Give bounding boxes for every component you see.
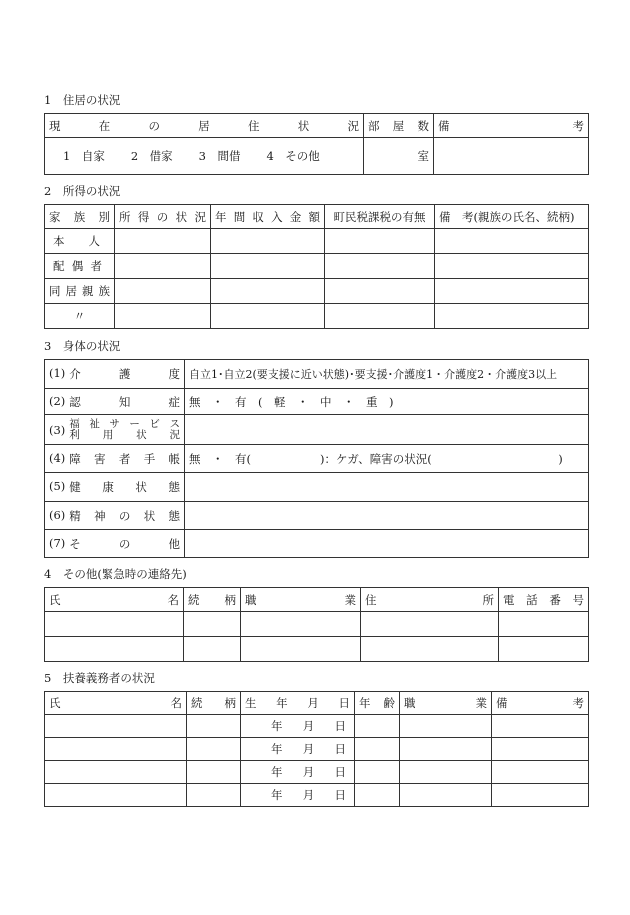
label-char: 帳	[168, 451, 180, 466]
header-tax: 町民税課税の有無	[325, 205, 435, 229]
input-cell[interactable]	[241, 612, 361, 637]
input-cell[interactable]	[187, 715, 241, 738]
header-family	[45, 205, 115, 229]
date-char: 日	[334, 719, 346, 733]
section1-heading: 1 住居の状況	[44, 93, 121, 107]
label-char: 症	[168, 394, 180, 409]
birthdate-cell[interactable]	[241, 761, 355, 784]
input-cell[interactable]	[499, 637, 589, 662]
input-cell[interactable]	[492, 738, 589, 761]
dependents-table	[44, 691, 589, 807]
spread-occupation	[245, 592, 356, 608]
label-wrap	[49, 536, 180, 552]
disability-handbook-options[interactable]: 無 ・ 有( )：ケガ、障害の状況( )	[185, 445, 589, 473]
input-cell[interactable]	[211, 229, 325, 254]
input-cell[interactable]	[45, 612, 184, 637]
input-cell[interactable]	[492, 715, 589, 738]
row-num: (7)	[49, 535, 66, 550]
input-cell[interactable]	[435, 304, 589, 329]
header-char: 金	[289, 209, 302, 224]
input-cell[interactable]	[241, 637, 361, 662]
spread-self	[49, 233, 110, 249]
input-cell[interactable]	[115, 229, 211, 254]
header-income-status	[115, 205, 211, 229]
header-char: 在	[98, 118, 111, 133]
label-char: 状	[135, 480, 147, 494]
header-char: 月	[307, 696, 319, 710]
input-cell[interactable]	[325, 254, 435, 279]
header-current-residence	[45, 114, 364, 138]
label-char: の	[118, 508, 131, 523]
health-condition-field[interactable]	[185, 473, 589, 502]
input-cell[interactable]	[400, 738, 492, 761]
header-char: 族	[73, 209, 86, 224]
input-cell[interactable]	[400, 715, 492, 738]
spread-spouse	[49, 258, 110, 274]
header-char: 続	[191, 696, 203, 710]
birthdate-cell[interactable]	[241, 715, 355, 738]
header-char: 部	[368, 118, 380, 133]
spread-occupation	[404, 695, 487, 711]
header-char: 番	[549, 592, 561, 607]
header-annual-income	[211, 205, 325, 229]
spread-name	[49, 695, 182, 711]
date-placeholder	[245, 741, 350, 757]
header-char: 況	[347, 118, 359, 133]
care-level-options[interactable]: 自立1･自立2(要支援に近い状態)･要支援･介護度1・介護度2・介護度3以上	[185, 360, 589, 389]
header-char: 業	[475, 696, 487, 710]
header-char: 話	[526, 592, 538, 607]
row-num: (3)	[49, 422, 66, 437]
spread-relation	[188, 592, 236, 608]
input-cell[interactable]	[115, 304, 211, 329]
header-remarks-relatives: 備 考(親族の氏名、続柄)	[435, 205, 589, 229]
spread-remarks	[438, 118, 584, 134]
remarks-cell[interactable]	[434, 138, 589, 175]
input-cell[interactable]	[211, 304, 325, 329]
spread-label-line1	[69, 419, 180, 430]
input-cell[interactable]	[400, 761, 492, 784]
label-char: 福	[69, 417, 80, 430]
input-cell[interactable]	[115, 279, 211, 304]
header-char: 数	[417, 118, 429, 133]
header-char: 柄	[224, 696, 236, 710]
option-rented-house[interactable]: 2 借家	[130, 149, 173, 163]
label-char: 態	[168, 480, 180, 494]
label-wrap	[49, 451, 180, 467]
row-label-self	[45, 229, 115, 254]
input-cell[interactable]	[435, 229, 589, 254]
label-wrap	[49, 479, 180, 495]
label-char: 健	[69, 480, 81, 494]
date-char: 日	[334, 742, 346, 756]
spread-label	[69, 536, 180, 552]
spread-cohabiting	[49, 283, 110, 299]
label-welfare-services	[45, 415, 185, 445]
label-char: 害	[94, 451, 106, 466]
section4-heading: 4 その他(緊急時の連絡先)	[44, 567, 187, 581]
label-char: 障	[69, 451, 81, 466]
row-char: 本	[53, 234, 65, 248]
row-char: 親	[82, 284, 94, 298]
input-cell[interactable]	[115, 254, 211, 279]
label-char: 康	[102, 480, 114, 494]
other-field[interactable]	[185, 530, 589, 558]
label-char: 用	[102, 428, 114, 441]
rooms-unit: 室	[417, 149, 429, 163]
label-char: 度	[168, 367, 180, 381]
row-num: (2)	[49, 393, 66, 408]
date-char: 年	[271, 742, 283, 756]
header-char: 齢	[383, 696, 395, 710]
section3-heading: 3 身体の状況	[44, 339, 121, 353]
row-num: (4)	[49, 450, 66, 465]
section2-heading: 2 所得の状況	[44, 184, 121, 198]
input-cell[interactable]	[184, 637, 241, 662]
label-char: の	[118, 536, 131, 551]
label-char: そ	[69, 536, 81, 551]
input-cell[interactable]	[355, 761, 400, 784]
label-wrap	[49, 419, 180, 441]
welfare-services-field[interactable]	[185, 415, 589, 445]
header-char: 職	[245, 592, 257, 607]
label-wrap	[49, 366, 180, 382]
rooms-cell[interactable]	[364, 138, 434, 175]
input-cell[interactable]	[187, 761, 241, 784]
input-cell[interactable]	[45, 715, 187, 738]
header-char: 職	[404, 696, 416, 710]
input-cell[interactable]	[325, 229, 435, 254]
header-char: 氏	[49, 592, 61, 607]
input-cell[interactable]	[499, 612, 589, 637]
option-other[interactable]: 4 その他	[266, 149, 320, 163]
date-char: 月	[302, 765, 315, 779]
header-address	[361, 588, 499, 612]
label-char: 者	[118, 451, 131, 466]
birthdate-cell[interactable]	[241, 738, 355, 761]
residence-options	[49, 148, 359, 164]
emergency-contact-table	[44, 587, 589, 662]
spread-label	[69, 366, 180, 382]
spread-label	[69, 451, 180, 467]
spread-label	[69, 479, 180, 495]
header-birthdate	[241, 692, 355, 715]
label-health-condition	[45, 473, 185, 502]
header-char: 生	[245, 696, 257, 710]
date-char: 年	[271, 765, 283, 779]
header-char: 続	[188, 592, 200, 607]
label-char: ビ	[149, 417, 160, 430]
header-char: 氏	[49, 696, 61, 710]
physical-table	[44, 359, 589, 558]
date-char: 月	[302, 742, 315, 756]
input-cell[interactable]	[361, 612, 499, 637]
label-wrap	[49, 508, 180, 524]
header-relation	[184, 588, 241, 612]
date-char: 日	[334, 788, 346, 802]
spread-family	[49, 209, 110, 225]
label-char: 他	[168, 536, 180, 551]
header-char: 現	[49, 118, 61, 133]
date-placeholder	[245, 764, 350, 780]
spread-phone	[503, 592, 584, 608]
header-relation	[187, 692, 241, 715]
label-char: 手	[143, 451, 156, 466]
row-char: 者	[90, 259, 102, 273]
header-char: 号	[572, 592, 584, 607]
input-cell[interactable]	[492, 761, 589, 784]
header-remarks	[434, 114, 589, 138]
birthdate-cell[interactable]	[241, 784, 355, 807]
mental-condition-field[interactable]	[185, 502, 589, 530]
label-char: 祉	[89, 417, 100, 430]
header-char: 住	[365, 592, 377, 607]
residence-options-cell[interactable]	[45, 138, 364, 175]
label-char: 利	[69, 428, 80, 441]
label-char: 況	[169, 428, 180, 441]
option-own-house[interactable]: 1 自家	[63, 149, 105, 163]
label-dementia	[45, 389, 185, 415]
input-cell[interactable]	[325, 304, 435, 329]
input-cell[interactable]	[325, 279, 435, 304]
header-occupation	[400, 692, 492, 715]
input-cell[interactable]	[187, 738, 241, 761]
header-char: 得	[137, 209, 150, 224]
label-char: 護	[118, 367, 131, 381]
label-other	[45, 530, 185, 558]
header-occupation	[241, 588, 361, 612]
header-char: 額	[308, 209, 320, 224]
input-cell[interactable]	[400, 784, 492, 807]
header-char: 状	[297, 118, 310, 133]
header-char: 備	[438, 118, 450, 133]
two-line-label	[69, 419, 180, 441]
header-char: 備	[496, 696, 508, 710]
header-rooms	[364, 114, 434, 138]
input-cell[interactable]	[492, 784, 589, 807]
row-label-spouse	[45, 254, 115, 279]
row-char: 人	[88, 234, 100, 248]
row-num: (6)	[49, 507, 66, 522]
input-cell[interactable]	[355, 715, 400, 738]
header-char: 業	[344, 592, 356, 607]
label-char: 認	[69, 394, 81, 409]
spread-label	[69, 508, 180, 524]
input-cell[interactable]	[435, 254, 589, 279]
income-table	[44, 204, 589, 329]
header-char: 屋	[392, 118, 405, 133]
label-care-level	[45, 360, 185, 389]
input-cell[interactable]	[45, 761, 187, 784]
row-char: 同	[49, 284, 61, 298]
header-char: 所	[119, 209, 131, 224]
label-char: ー	[129, 417, 140, 430]
header-name	[45, 588, 184, 612]
header-char: 考	[572, 696, 584, 710]
header-char: 別	[98, 209, 110, 224]
row-char: 族	[98, 284, 110, 298]
input-cell[interactable]	[355, 784, 400, 807]
date-char: 年	[271, 788, 283, 802]
header-name	[45, 692, 187, 715]
row-label-ditto	[45, 304, 115, 329]
input-cell[interactable]	[45, 784, 187, 807]
header-char: の	[148, 118, 160, 133]
input-cell[interactable]	[211, 254, 325, 279]
header-char: 考	[572, 118, 584, 133]
label-wrap	[49, 394, 180, 410]
spread-annual-income	[215, 209, 320, 225]
option-rented-room[interactable]: 3 間借	[198, 149, 241, 163]
spread-income-status	[119, 209, 206, 225]
label-char: 介	[69, 367, 81, 381]
header-age	[355, 692, 400, 715]
header-char: 日	[338, 696, 350, 710]
input-cell[interactable]	[355, 738, 400, 761]
input-cell[interactable]	[184, 612, 241, 637]
header-char: 柄	[224, 592, 236, 607]
header-char: 年	[215, 209, 227, 224]
input-cell[interactable]	[187, 784, 241, 807]
label-char: 状	[136, 428, 147, 441]
header-char: 住	[248, 118, 260, 133]
label-char: 精	[69, 508, 81, 523]
header-char: 名	[167, 592, 179, 607]
row-char: 居	[65, 284, 77, 298]
row-char: 偶	[71, 259, 84, 273]
residence-table	[44, 113, 589, 175]
spread-birthdate	[245, 695, 350, 711]
spread-relation	[191, 695, 236, 711]
spread-name	[49, 592, 179, 608]
label-char: 知	[118, 394, 131, 409]
label-char: ス	[169, 417, 180, 430]
row-num: (5)	[49, 479, 66, 493]
spread-remarks	[496, 695, 584, 711]
row-char: 配	[53, 259, 65, 273]
header-char: 況	[194, 209, 206, 224]
input-cell[interactable]	[435, 279, 589, 304]
dementia-options[interactable]: 無 ・ 有 ( 軽 ・ 中 ・ 重 )	[185, 389, 589, 415]
label-char: 神	[94, 508, 106, 523]
spread-label-line2	[69, 430, 180, 441]
spread-label	[69, 394, 180, 410]
header-char: 名	[170, 696, 182, 710]
header-char: 収	[252, 209, 264, 224]
row-label-cohabiting-relatives	[45, 279, 115, 304]
date-char: 日	[334, 765, 346, 779]
header-char: 状	[175, 209, 188, 224]
input-cell[interactable]	[45, 738, 187, 761]
spread-rooms	[368, 118, 429, 134]
spread-address	[365, 592, 494, 608]
date-placeholder	[245, 718, 350, 734]
header-char: 入	[271, 209, 283, 224]
input-cell[interactable]	[211, 279, 325, 304]
header-char: 電	[503, 592, 515, 607]
date-char: 年	[271, 719, 283, 733]
date-char: 月	[302, 788, 315, 802]
header-char: の	[156, 209, 169, 224]
header-remarks	[492, 692, 589, 715]
input-cell[interactable]	[45, 637, 184, 662]
header-char: 年	[359, 696, 371, 710]
section5-heading: 5 扶養義務者の状況	[44, 671, 155, 685]
spread-age	[359, 695, 395, 711]
header-char: 年	[276, 696, 288, 710]
header-char: 居	[198, 118, 210, 133]
label-char: 状	[143, 508, 156, 523]
header-char: 間	[233, 209, 246, 224]
label-disability-handbook	[45, 445, 185, 473]
header-char: 家	[49, 209, 61, 224]
date-char: 月	[302, 719, 315, 733]
label-char: 態	[168, 508, 180, 523]
label-char: サ	[109, 417, 120, 430]
header-phone	[499, 588, 589, 612]
ditto-mark: 〃	[73, 309, 86, 323]
date-placeholder	[245, 787, 350, 803]
spread-current-residence	[49, 118, 359, 134]
header-char: 所	[482, 592, 494, 607]
input-cell[interactable]	[361, 637, 499, 662]
row-num: (1)	[49, 366, 66, 380]
label-mental-condition	[45, 502, 185, 530]
